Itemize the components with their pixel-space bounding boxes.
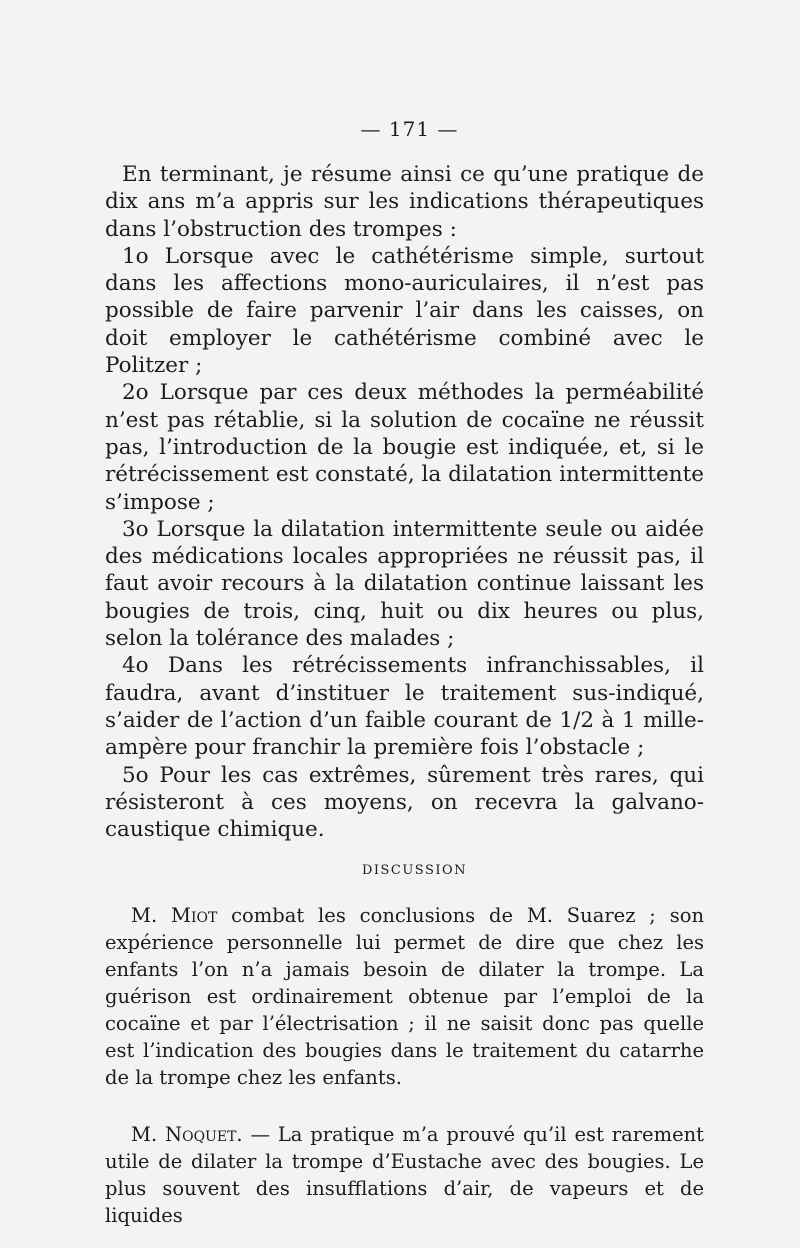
speaker-name: M. Miot — [131, 904, 218, 928]
discussion-paragraph — [105, 1121, 704, 1229]
page-number: — 171 — — [360, 117, 459, 141]
discussion-paragraph — [105, 902, 704, 1091]
paragraph-point-5: 5o Pour les cas extrêmes, sûrement très rares, qui résisteront à ces moyens, on recevra la galvano-caustique chimique. — [105, 762, 704, 843]
paragraph-point-1: 1o Lorsque avec le cathétérisme simple, surtout dans les affections mono-auriculaires, il n’est pas possible de faire parvenir l’air dans les caisses, on doit employer le cathétérisme combiné avec le Politzer ; — [105, 243, 704, 379]
discussion-text: combat les conclusions de M. Suarez ; son expérience personnelle lui permet de dire que chez les enfants l’on n’a jamais besoin de dilater la trompe. La guérison est ordinairement obtenue par l’emploi de la cocaïne et par l’électrisation ; il ne saisit donc pas quelle est l’indication des bougies dans le traitement du catarrhe de la trompe chez les enfants. — [105, 904, 705, 1090]
paragraph-point-2: 2o Lorsque par ces deux méthodes la perméabilité n’est pas rétablie, si la solution de cocaïne ne réussit pas, l’introduction de la bougie est indiquée, et, si le rétrécissement est constaté, la dilatation intermittente s’impose ; — [105, 380, 704, 515]
paragraph-point-3: 3o Lorsque la dilatation intermittente seule ou aidée des médications locales appropriées ne réussit pas, il faut avoir recours à la dilatation continue laissant les bougies de trois, cinq, huit ou dix heures ou plus, selon la tolérance des malades ; — [105, 516, 704, 652]
discussion-text: — La pratique m’a prouvé qu’il est rarement utile de dilater la trompe d’Eustache avec des bougies. Le plus souvent des insufflations d’air, de vapeurs et de liquides — [105, 1123, 705, 1228]
paragraph-intro: En terminant, je résume ainsi ce qu’une pratique de dix ans m’a appris sur les indications thérapeutiques dans l’obstruction des trompes : — [105, 162, 704, 242]
discussion-section — [105, 902, 704, 1229]
main-text — [105, 161, 704, 843]
paragraph-point-4: 4o Dans les rétrécissements infranchissables, il faudra, avant d’instituer le traitement sus-indiqué, s’aider de l’action d’un faible courant de 1/2 à 1 mille-ampère pour franchir la première fois l’obstacle ; — [105, 653, 704, 761]
section-heading: DISCUSSION — [361, 863, 468, 879]
speaker-name: M. Noquet. — [131, 1123, 243, 1147]
